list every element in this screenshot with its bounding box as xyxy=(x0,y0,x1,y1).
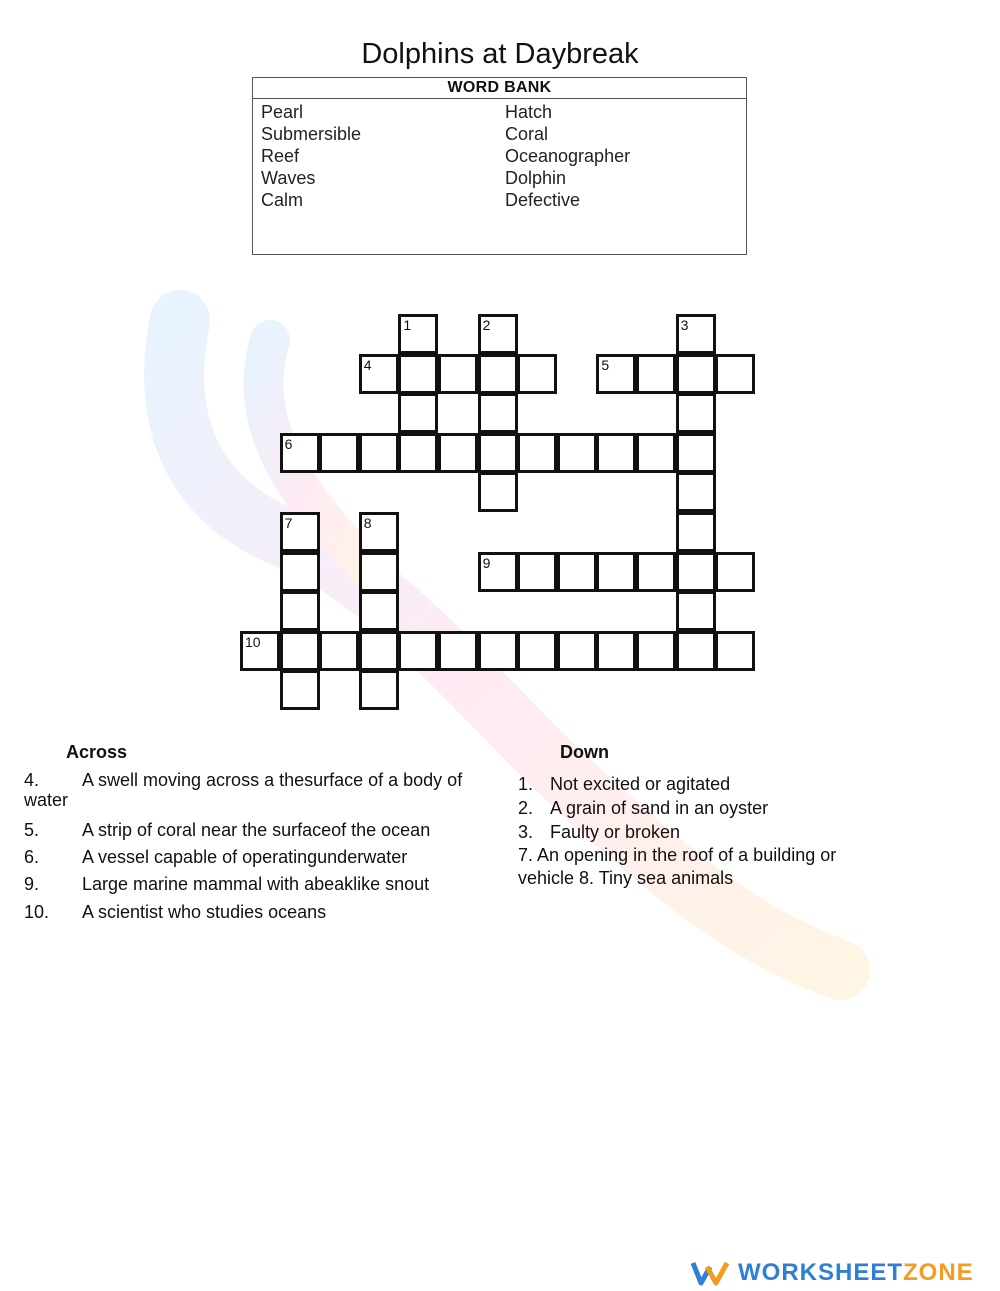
crossword-cell[interactable] xyxy=(398,393,438,433)
crossword-cell[interactable] xyxy=(636,433,676,473)
crossword-cell[interactable] xyxy=(676,512,716,552)
crossword-cell[interactable] xyxy=(676,354,716,394)
crossword-cell[interactable] xyxy=(280,670,320,710)
crossword-cell-6[interactable] xyxy=(280,433,320,473)
crossword-cell[interactable] xyxy=(478,631,518,671)
crossword-cell-3[interactable] xyxy=(676,314,716,354)
crossword-cell-1[interactable] xyxy=(398,314,438,354)
clue-number-label: 9 xyxy=(482,554,491,571)
crossword-cell[interactable] xyxy=(676,433,716,473)
word-bank-left-column xyxy=(261,101,361,211)
crossword-cell[interactable] xyxy=(438,354,478,394)
crossword-cell[interactable] xyxy=(478,354,518,394)
crossword-cell[interactable] xyxy=(280,591,320,631)
crossword-cell[interactable] xyxy=(280,552,320,592)
crossword-cell[interactable] xyxy=(398,433,438,473)
crossword-cell[interactable] xyxy=(359,552,399,592)
word-bank-header: WORD BANK xyxy=(253,78,746,99)
across-clue xyxy=(24,770,504,810)
word-bank-word: Calm xyxy=(261,190,304,210)
crossword-cell[interactable] xyxy=(676,591,716,631)
crossword-cell[interactable] xyxy=(596,631,636,671)
crossword-cell[interactable] xyxy=(478,433,518,473)
crossword-cell[interactable] xyxy=(478,393,518,433)
down-clue-list xyxy=(518,772,898,844)
crossword-cell[interactable] xyxy=(359,631,399,671)
clue-number-label: 4 xyxy=(363,356,372,373)
crossword-cell[interactable] xyxy=(478,472,518,512)
word-bank-word: Hatch xyxy=(505,102,553,122)
page-title: Dolphins at Daybreak xyxy=(361,38,639,70)
crossword-cell[interactable] xyxy=(359,670,399,710)
clue-text: A swell moving across a thesurface of a body of water xyxy=(24,770,463,810)
clue-number: 1. xyxy=(518,774,534,794)
clue-number-label: 3 xyxy=(680,317,689,333)
clue-number: 3. xyxy=(518,822,534,842)
across-clue-list xyxy=(24,770,504,924)
brand-name-prefix: WORKSHEET xyxy=(738,1259,903,1286)
clue-number-label: 1 xyxy=(403,317,412,333)
word-bank-word: Pearl xyxy=(261,102,304,122)
across-clue xyxy=(24,845,504,869)
clue-number-label: 10 xyxy=(245,633,261,650)
crossword-cell[interactable] xyxy=(676,552,716,592)
crossword-cell[interactable] xyxy=(517,552,557,592)
crossword-cell[interactable] xyxy=(715,552,755,592)
crossword-cell[interactable] xyxy=(438,433,478,473)
crossword-cell-9[interactable] xyxy=(478,552,518,592)
crossword-cell[interactable] xyxy=(438,631,478,671)
across-clue xyxy=(24,818,504,842)
crossword-cell[interactable] xyxy=(636,552,676,592)
down-clue xyxy=(518,772,898,796)
brand-name-suffix: ZONE xyxy=(903,1259,974,1286)
down-clue-combined: 7. An opening in the roof of a building or vehicle 8. Tiny sea animals xyxy=(518,845,837,888)
word-bank-word: Oceanographer xyxy=(505,146,631,166)
clue-number-label: 7 xyxy=(284,515,293,531)
crossword-cell[interactable] xyxy=(517,631,557,671)
clue-text: Not excited or agitated xyxy=(550,774,731,794)
crossword-cell[interactable] xyxy=(557,552,597,592)
clue-number-label: 2 xyxy=(482,317,491,333)
clue-text: A vessel capable of operatingunderwater xyxy=(82,847,408,867)
clue-text: A strip of coral near the surfaceof the ocean xyxy=(82,820,431,840)
crossword-cell[interactable] xyxy=(280,631,320,671)
crossword-cell[interactable] xyxy=(636,631,676,671)
clue-text: A grain of sand in an oyster xyxy=(550,798,769,818)
crossword-cell-10[interactable] xyxy=(240,631,280,671)
word-bank-word: Submersible xyxy=(261,124,362,144)
crossword-cell-7[interactable] xyxy=(280,512,320,552)
crossword-cell[interactable] xyxy=(319,631,359,671)
crossword-cell[interactable] xyxy=(319,433,359,473)
down-clue xyxy=(518,796,898,820)
crossword-cell-8[interactable] xyxy=(359,512,399,552)
worksheetzone-logo-icon xyxy=(690,1259,730,1287)
clue-number-label: 6 xyxy=(284,435,293,452)
brand-name xyxy=(738,1259,974,1287)
clue-number-label: 5 xyxy=(601,356,610,373)
clue-number: 2. xyxy=(518,798,534,818)
clue-text: Large marine mammal with abeaklike snout xyxy=(82,874,430,894)
crossword-cell[interactable] xyxy=(557,631,597,671)
crossword-cell[interactable] xyxy=(517,354,557,394)
crossword-cell[interactable] xyxy=(517,433,557,473)
word-bank-word: Reef xyxy=(261,146,300,166)
down-clue xyxy=(518,820,898,844)
crossword-cell[interactable] xyxy=(715,354,755,394)
clue-text: Faulty or broken xyxy=(550,822,681,842)
across-clue xyxy=(24,872,504,896)
crossword-cell[interactable] xyxy=(398,354,438,394)
crossword-cell[interactable] xyxy=(636,354,676,394)
crossword-cell-5[interactable] xyxy=(596,354,636,394)
crossword-cell[interactable] xyxy=(676,393,716,433)
word-bank-word: Waves xyxy=(261,168,316,188)
word-bank-word: Coral xyxy=(505,124,549,144)
clue-number: 5. xyxy=(24,820,40,840)
clue-number: 6. xyxy=(24,847,40,867)
crossword-cell[interactable] xyxy=(676,631,716,671)
word-bank-right-column xyxy=(505,101,630,211)
crossword-cell[interactable] xyxy=(676,472,716,512)
crossword-cell[interactable] xyxy=(596,552,636,592)
crossword-cell[interactable] xyxy=(359,591,399,631)
clue-text: A scientist who studies oceans xyxy=(82,902,327,922)
crossword-cell[interactable] xyxy=(359,433,399,473)
crossword-cell[interactable] xyxy=(398,631,438,671)
clue-number: 9. xyxy=(24,874,40,894)
across-heading: Across xyxy=(66,742,128,762)
word-bank-word: Dolphin xyxy=(505,168,567,188)
crossword-cell-4[interactable] xyxy=(359,354,399,394)
clue-number-label: 8 xyxy=(363,515,372,531)
crossword-cell[interactable] xyxy=(557,433,597,473)
crossword-cell[interactable] xyxy=(715,631,755,671)
crossword-cell-2[interactable] xyxy=(478,314,518,354)
word-bank xyxy=(252,77,747,255)
clue-number: 4. xyxy=(24,770,40,790)
clue-number: 10. xyxy=(24,902,50,922)
across-clue xyxy=(24,900,504,924)
brand-logo xyxy=(690,1256,1000,1290)
crossword-cell[interactable] xyxy=(596,433,636,473)
word-bank-word: Defective xyxy=(505,190,581,210)
down-heading: Down xyxy=(560,742,609,762)
